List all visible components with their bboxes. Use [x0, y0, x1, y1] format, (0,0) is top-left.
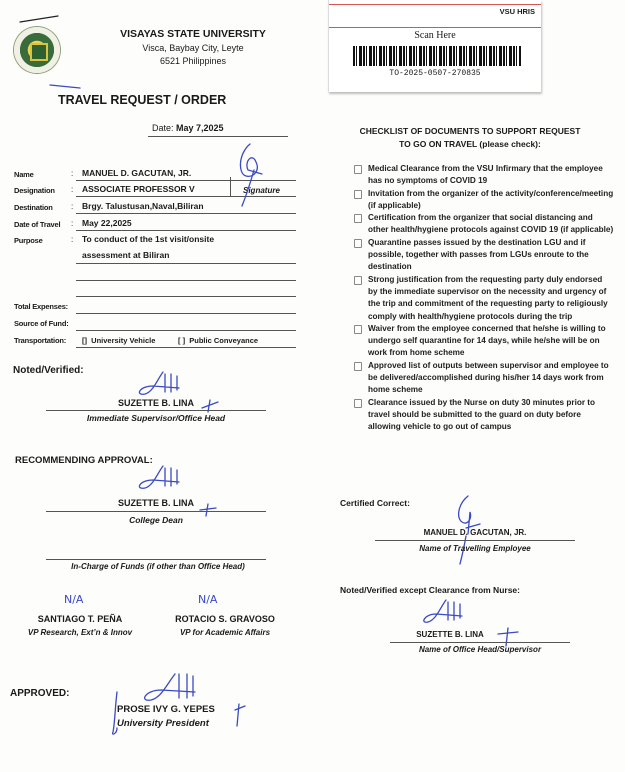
certified-correct-name: MANUEL D. GACUTAN, JR. [423, 528, 527, 537]
certified-correct-heading: Certified Correct: [340, 498, 410, 508]
checkbox[interactable] [354, 399, 362, 408]
noted-verified-role: Immediate Supervisor/Office Head [86, 413, 226, 423]
noted-verified-name: SUZETTE B. LINA [118, 398, 194, 408]
date-value: May 7,2025 [176, 123, 224, 133]
pen-stroke-mark [50, 84, 90, 90]
checkbox[interactable] [354, 276, 362, 285]
checkbox[interactable] [354, 190, 362, 199]
travel-order-code: TO-2025-0507-270835 [389, 69, 481, 78]
vp-research-na-annotation: N/A [64, 593, 84, 606]
supervisor-signature [420, 598, 470, 628]
transport-option-public-conveyance[interactable]: [ ] Public Conveyance [178, 336, 259, 345]
vp-academic-role: VP for Academic Affairs [179, 628, 271, 637]
checklist-title: CHECKLIST OF DOCUMENTS TO SUPPORT REQUEST TO GO ON TRAVEL (please check): [359, 126, 581, 149]
recommending-approval-name: SUZETTE B. LINA [118, 498, 194, 508]
field-label-purpose: Purpose [14, 236, 43, 245]
checkbox[interactable] [354, 165, 362, 174]
checklist-item-quarantine-passes: Quarantine passes issued by the destination LGU and if possible, together with passes from LGUs enroute to the destination [352, 237, 614, 274]
president-name: PROSE IVY G. YEPES [117, 704, 215, 715]
field-value-date-of-travel: May 22,2025 [82, 218, 132, 228]
field-label-date-of-travel: Date of Travel [14, 220, 61, 229]
barcode-icon [353, 46, 521, 66]
recommending-approval-signature [135, 462, 185, 494]
checkbox[interactable] [354, 214, 362, 223]
certified-correct-role: Name of Travelling Employee [419, 544, 531, 553]
pen-stroke-mark [20, 14, 60, 24]
hris-barcode-label [328, 0, 541, 92]
in-charge-of-funds-role: In-Charge of Funds (if other than Office Head) [71, 562, 245, 571]
checklist-item-approved-outputs: Approved list of outputs between supervisor and employee to be delivered/accomplished during his/her 14 days work from home scheme [352, 360, 614, 397]
transport-option-university-vehicle[interactable]: [] University Vehicle [82, 336, 156, 345]
vp-research-role: VP Research, Ext’n & Innov [27, 628, 133, 637]
field-label-designation: Designation [14, 186, 55, 195]
field-label-destination: Destination [14, 203, 53, 212]
checklist-item-certification: Certification from the organizer that social distancing and other health/hygiene protocols against COVID 19 (if applicable) [352, 212, 614, 237]
signature-label: Signature [243, 186, 280, 195]
noted-verified-signature [135, 368, 185, 400]
noted-except-nurse-role: Name of Office Head/Supervisor [418, 645, 542, 654]
field-value-purpose-line2: assessment at Biliran [82, 250, 170, 260]
vp-academic-name: ROTACIO S. GRAVOSO [175, 614, 275, 624]
university-address: Visca, Baybay City, Leyte 6521 Philippines [142, 43, 244, 66]
checkbox[interactable] [354, 239, 362, 248]
checklist-item-nurse-clearance: Clearance issued by the Nurse on duty 30 minutes prior to travel should be submitted to the guard on duty before allowing vehicle to go out of campus [352, 397, 614, 434]
university-name: VISAYAS STATE UNIVERSITY [120, 28, 266, 40]
field-value-purpose-line1: To conduct of the 1st visit/onsite [82, 234, 215, 244]
vp-research-name: SANTIAGO T. PEÑA [37, 614, 123, 624]
checklist-item-waiver: Waiver from the employee concerned that he/she is willing to undergo self quarantine for 14 days, while he/she will be on work from home scheme [352, 323, 614, 360]
noted-verified-heading: Noted/Verified: [13, 365, 84, 376]
transportation-label: Transportation: [14, 336, 67, 345]
scan-here-label: Scan Here [414, 30, 456, 41]
document-date: Date: May 7,2025 [152, 123, 224, 133]
document-title: TRAVEL REQUEST / ORDER [58, 93, 227, 107]
recommending-approval-role: College Dean [129, 515, 183, 525]
requester-signature [232, 140, 272, 220]
field-value-designation: ASSOCIATE PROFESSOR V [82, 184, 195, 194]
initial-mark [200, 398, 220, 414]
checklist-item-medical-clearance: Medical Clearance from the VSU Infirmary that the employee has no symptoms of COVID 19 [352, 163, 614, 188]
source-of-fund-label: Source of Fund: [14, 319, 69, 328]
field-value-name: MANUEL D. GACUTAN, JR. [82, 168, 192, 178]
checklist [352, 163, 614, 434]
checklist-item-invitation: Invitation from the organizer of the activity/conference/meeting (if applicable) [352, 188, 614, 213]
checkbox[interactable] [354, 362, 362, 371]
checklist-item-justification: Strong justification from the requesting party duly endorsed by the immediate supervisor on the necessity and urgency of the trip and commitment of the requesting party to religiously comply with health/hygiene protocols during the trip [352, 274, 614, 323]
noted-except-nurse-heading: Noted/Verified except Clearance from Nurse: [340, 585, 520, 595]
field-value-destination: Brgy. Talustusan,Naval,Biliran [82, 201, 204, 211]
president-role: University President [117, 718, 209, 729]
hris-system-label: VSU HRIS [499, 7, 535, 16]
field-label-name: Name [14, 170, 34, 179]
university-seal-icon [14, 27, 60, 73]
total-expenses-label: Total Expenses: [14, 302, 68, 311]
vp-academic-na-annotation: N/A [198, 593, 218, 606]
recommending-approval-heading: RECOMMENDING APPROVAL: [15, 455, 153, 466]
approved-heading: APPROVED: [10, 688, 70, 699]
noted-except-nurse-name: SUZETTE B. LINA [416, 630, 484, 639]
checkbox[interactable] [354, 325, 362, 334]
